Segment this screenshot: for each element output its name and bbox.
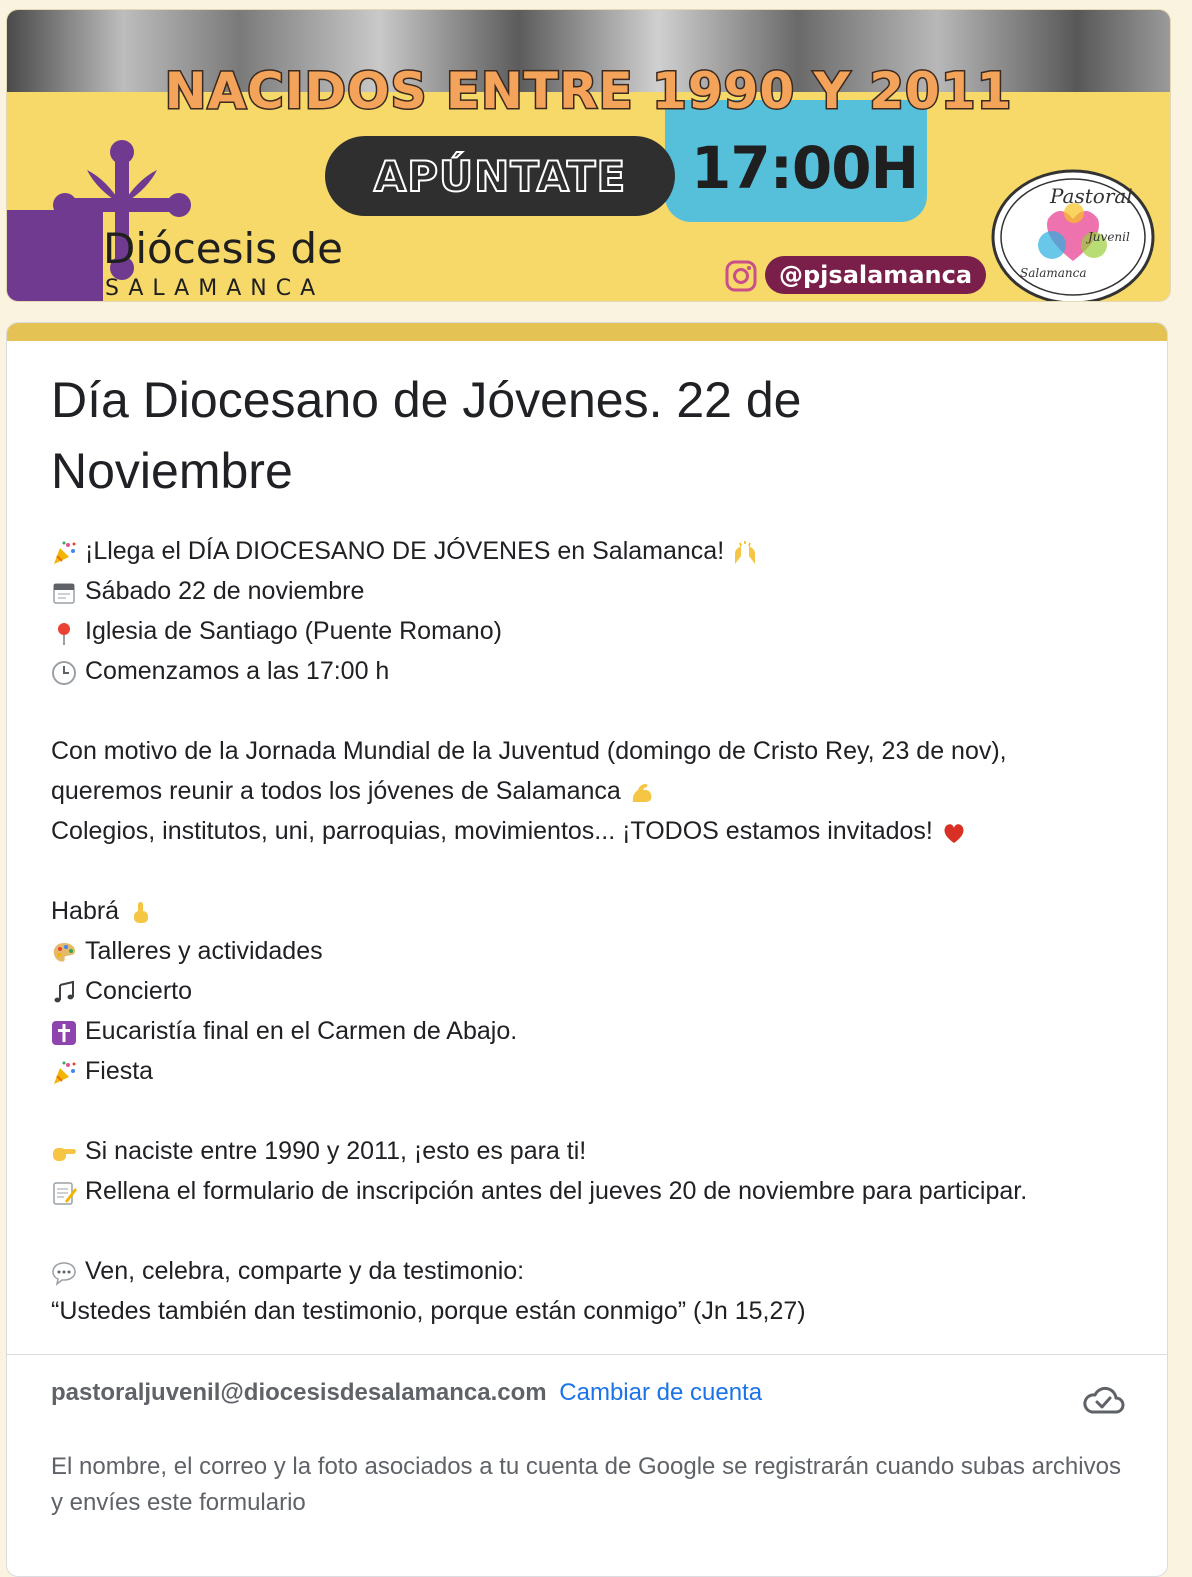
speech-bubble-icon [51, 1258, 77, 1284]
description-text: queremos reunir a todos los jóvenes de Salamanca [51, 777, 621, 805]
diocese-city: SALAMANCA [105, 276, 325, 301]
palette-icon [51, 938, 77, 964]
description-text: Ven, celebra, comparte y da testimonio: [85, 1257, 525, 1285]
pointing-down-icon [127, 898, 153, 924]
party-popper-icon [51, 1058, 77, 1084]
form-title: Día Diocesano de Jóvenes. 22 de Noviembre [51, 372, 802, 499]
memo-icon [51, 1178, 77, 1204]
description-line [51, 1171, 1131, 1211]
description-line [51, 611, 1131, 651]
description-line [51, 571, 1131, 611]
description-text: Talleres y actividades [85, 937, 323, 965]
description-line [51, 1251, 1131, 1291]
description-line [51, 971, 1131, 1011]
paragraph-gap [51, 1211, 1131, 1251]
paragraph-gap [51, 691, 1131, 731]
description-line [51, 531, 1131, 571]
description-line [51, 651, 1131, 691]
banner-headline: NACIDOS ENTRE 1990 Y 2011 [164, 62, 1013, 120]
description-line [51, 771, 1131, 811]
form-header-card [6, 322, 1168, 1577]
description-text: Sábado 22 de noviembre [85, 577, 365, 605]
description-text: Iglesia de Santiago (Puente Romano) [85, 617, 502, 645]
description-text: Colegios, institutos, uni, parroquias, movimientos... ¡TODOS estamos invitados! [51, 817, 933, 845]
account-email: pastoraljuvenil@diocesisdesalamanca.com [51, 1379, 547, 1406]
banner-cta-text: APÚNTATE [373, 151, 627, 201]
form-description [51, 531, 1131, 1331]
description-line [51, 1051, 1131, 1091]
cross-icon [51, 1018, 77, 1044]
banner-time: 17:00H [691, 134, 919, 202]
description-text: Rellena el formulario de inscripción antes del jueves 20 de noviembre para participar. [85, 1177, 1028, 1205]
description-text: Si naciste entre 1990 y 2011, ¡esto es para ti! [85, 1137, 587, 1165]
clock-icon [51, 658, 77, 684]
description-line [51, 891, 1131, 931]
calendar-icon [51, 578, 77, 604]
section-divider [7, 1354, 1167, 1355]
instagram-icon [724, 259, 758, 293]
header-banner [6, 9, 1171, 302]
description-line [51, 731, 1131, 771]
badge-text-2: Juvenil [1088, 230, 1130, 244]
description-line [51, 1011, 1131, 1051]
switch-account-link[interactable]: Cambiar de cuenta [559, 1379, 763, 1406]
banner-cta-pill [325, 136, 675, 216]
description-text: Fiesta [85, 1057, 154, 1085]
cloud-saved-icon [1081, 1383, 1125, 1415]
paragraph-gap [51, 851, 1131, 891]
description-text: Concierto [85, 977, 192, 1005]
account-notice: El nombre, el correo y la foto asociados a tu cuenta de Google se registrarán cuando subas archivos y envíes este formulario [51, 1453, 1121, 1516]
badge-text-3: Salamanca [1020, 266, 1087, 280]
description-text: Comenzamos a las 17:00 h [85, 657, 390, 685]
flexed-biceps-icon [629, 778, 655, 804]
instagram-handle: @pjsalamanca [765, 256, 986, 294]
party-popper-icon [51, 538, 77, 564]
raised-hands-icon [732, 538, 758, 564]
description-line [51, 1291, 1131, 1331]
description-line [51, 811, 1131, 851]
description-line [51, 931, 1131, 971]
description-text: Habrá [51, 897, 120, 925]
badge-text-1: Pastoral [1050, 184, 1133, 208]
paragraph-gap [51, 1091, 1131, 1131]
description-text: “Ustedes también dan testimonio, porque están conmigo” (Jn 15,27) [51, 1297, 806, 1325]
music-notes-icon [51, 978, 77, 1004]
diocese-name: Diócesis de [103, 224, 343, 273]
pointing-right-icon [51, 1138, 77, 1164]
form-accent-bar [7, 323, 1167, 341]
description-text: ¡Llega el DÍA DIOCESANO DE JÓVENES en Salamanca! [85, 537, 725, 565]
red-heart-icon [941, 818, 967, 844]
pin-icon [51, 618, 77, 644]
pastoral-juvenil-logo [990, 169, 1156, 302]
account-row [51, 1375, 762, 1411]
description-line [51, 1131, 1131, 1171]
description-text: Eucaristía final en el Carmen de Abajo. [85, 1017, 518, 1045]
description-text: Con motivo de la Jornada Mundial de la Juventud (domingo de Cristo Rey, 23 de nov), [51, 737, 1007, 765]
